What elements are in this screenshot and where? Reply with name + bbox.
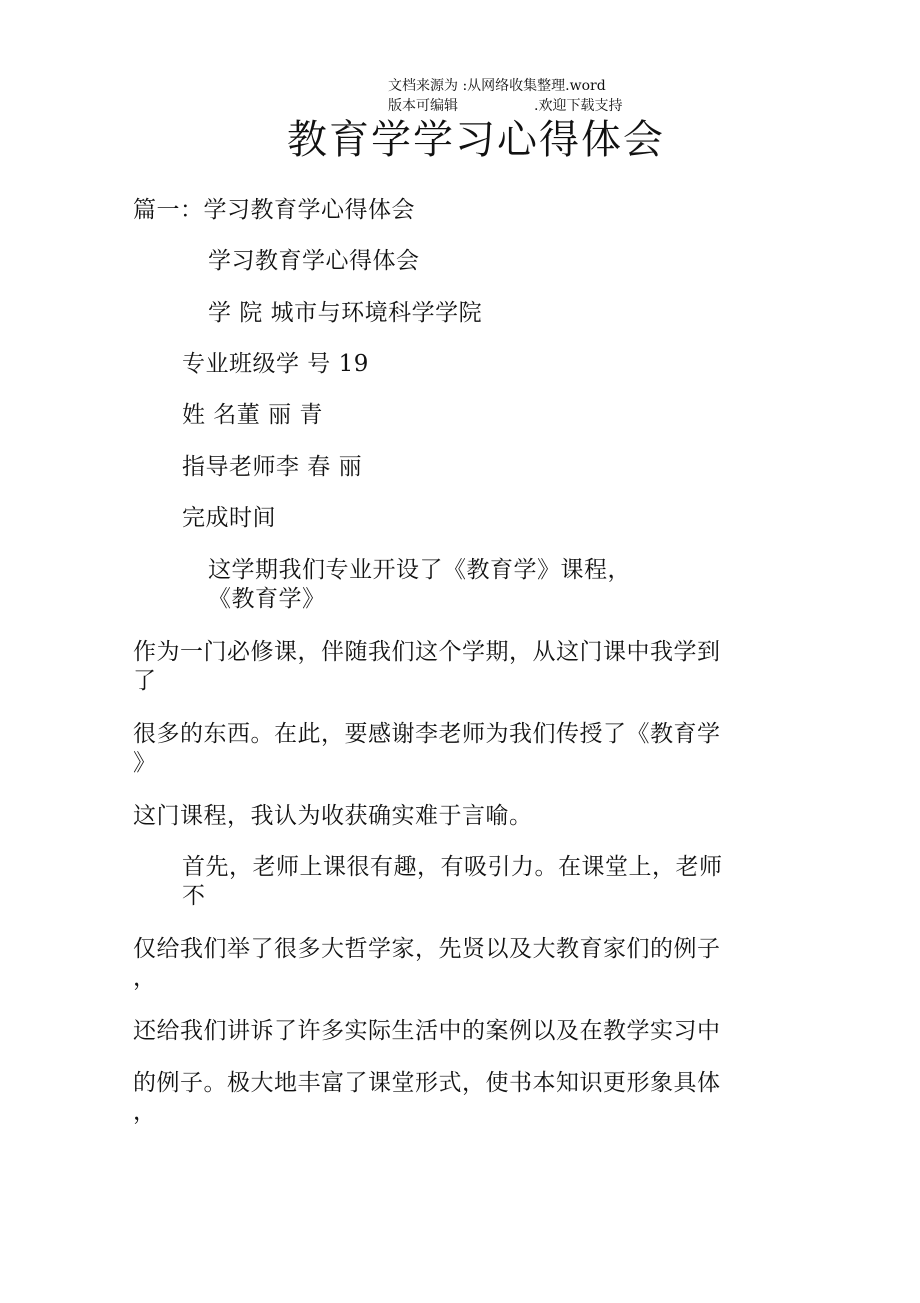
header-edit-note: 版本可编辑 [388, 98, 458, 114]
name-line: 姓 名董 丽 青 [182, 402, 323, 428]
header-download-note: .欢迎下载支持 [534, 98, 623, 114]
paragraph-line: 很多的东西。在此，要感谢李老师为我们传授了《教育学 [133, 721, 721, 747]
paragraph-line: 这门课程，我认为收获确实难于言喻。 [133, 803, 533, 829]
section-heading: 篇一：学习教育学心得体会 [133, 197, 415, 223]
essay-title: 学习教育学心得体会 [208, 248, 420, 274]
page-title: 教育学学习心得体会 [287, 117, 665, 163]
completion-time-line: 完成时间 [182, 505, 276, 531]
paragraph-line: ， [133, 1099, 157, 1125]
paragraph-line: ， [133, 965, 157, 991]
paragraph-line: 首先，老师上课很有趣，有吸引力。在课堂上，老师 [182, 854, 723, 880]
paragraph-line: 》 [133, 750, 157, 776]
paragraph-line: 这学期我们专业开设了《教育学》课程， [208, 557, 631, 583]
advisor-line: 指导老师李 春 丽 [182, 454, 363, 480]
paragraph-line: 了 [133, 668, 157, 694]
college-line: 学 院 城市与环境科学学院 [208, 300, 483, 326]
class-id-line: 专业班级学 号 19 [182, 351, 369, 377]
paragraph-line: 《教育学》 [208, 586, 326, 612]
paragraph-line: 还给我们讲诉了许多实际生活中的案例以及在教学实习中 [133, 1018, 721, 1044]
paragraph-line: 作为一门必修课，伴随我们这个学期，从这门课中我学到 [133, 639, 721, 665]
header-source-note: 文档来源为 :从网络收集整理.word [388, 78, 606, 94]
paragraph-line: 的例子。极大地丰富了课堂形式，使书本知识更形象具体 [133, 1070, 721, 1096]
paragraph-line: 仅给我们举了很多大哲学家，先贤以及大教育家们的例子 [133, 936, 721, 962]
paragraph-line: 不 [182, 883, 206, 909]
